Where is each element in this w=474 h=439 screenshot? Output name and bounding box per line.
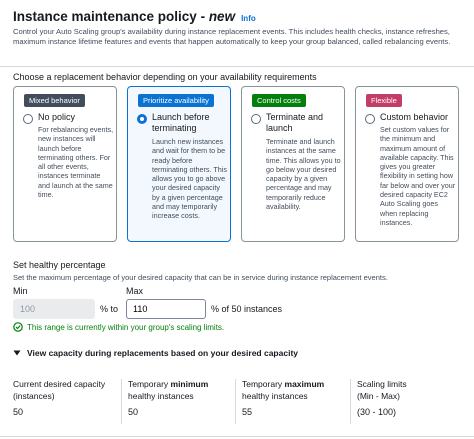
- header-divider: [0, 66, 474, 67]
- badge-control-costs: Control costs: [252, 94, 306, 107]
- radio-no-policy[interactable]: [23, 114, 33, 124]
- title-text: Instance maintenance policy -: [13, 9, 209, 24]
- option-card-terminate-and-launch[interactable]: [241, 86, 345, 242]
- range-success-message: [13, 322, 224, 332]
- policy-header: [0, 0, 474, 62]
- expander-label: View capacity during replacements based on your desired capacity: [27, 348, 298, 358]
- percent-to-text: % to: [100, 304, 119, 314]
- kv-value: 50: [13, 407, 24, 417]
- page-title: [13, 9, 235, 24]
- bottom-divider: [0, 436, 474, 437]
- option-description: Launch new instances and wait for them to be ready before terminating others. This allows you to go above your desired capacity by a given percentage and may temporarily increase costs.: [152, 137, 227, 221]
- min-label: Min: [13, 286, 28, 296]
- badge-prioritize-availability: Prioritize availability: [138, 94, 214, 107]
- kv-value: (30 - 100): [357, 407, 397, 417]
- min-percentage-input: [13, 299, 95, 319]
- info-link[interactable]: Info: [241, 14, 256, 23]
- option-card-no-policy[interactable]: [13, 86, 117, 242]
- kv-label: Temporary minimum healthy instances: [128, 379, 209, 401]
- capacity-summary: [13, 379, 468, 424]
- kv-separator: [121, 379, 122, 424]
- healthy-percentage-title: Set healthy percentage: [13, 260, 106, 270]
- kv-separator: [350, 379, 351, 424]
- radio-launch-before-terminating[interactable]: [137, 114, 147, 124]
- capacity-expander[interactable]: [13, 348, 298, 358]
- option-card-launch-before-terminating[interactable]: [127, 86, 231, 242]
- kv-separator: [235, 379, 236, 424]
- option-card-custom-behavior[interactable]: [355, 86, 459, 242]
- kv-label: Scaling limits (Min - Max): [357, 379, 407, 401]
- option-title: Launch before terminating: [152, 112, 210, 133]
- success-text: This range is currently within your group's scaling limits.: [27, 322, 225, 332]
- max-percentage-input[interactable]: [126, 299, 206, 319]
- badge-mixed-behavior: Mixed behavior: [24, 94, 85, 107]
- healthy-percentage-section: [13, 260, 388, 282]
- max-label: Max: [126, 286, 144, 296]
- current-desired-capacity: [13, 379, 123, 417]
- radio-custom-behavior[interactable]: [365, 114, 375, 124]
- caret-down-icon: [13, 349, 21, 357]
- title-new-tag: new: [208, 9, 236, 24]
- option-title: Custom behavior: [380, 112, 449, 122]
- kv-value: 55: [242, 407, 253, 417]
- temporary-maximum: [242, 379, 352, 417]
- healthy-percentage-description: Set the maximum percentage of your desired capacity that can be in service during instance replacement events.: [13, 273, 388, 282]
- policy-description: Control your Auto Scaling group's availability during instance replacement events. This includes health checks, instance refreshes, maximum instance lifetime features and events that happen automatically to keep your group balanced, called rebalancing events.: [13, 27, 451, 46]
- option-description: Set custom values for the minimum and maximum amount of available capacity. This gives you greater flexibility in setting how far below and over your desired capacity EC2 Auto Scaling goes when replacing instances.: [380, 125, 456, 227]
- kv-value: 50: [128, 407, 139, 417]
- check-circle-icon: [13, 322, 23, 332]
- option-title: No policy: [38, 112, 76, 122]
- option-title: Terminate and launch: [266, 112, 324, 133]
- option-description: For rebalancing events, new instances will launch before terminating others. For all other events, instances terminate and launch at the same time.: [38, 125, 114, 200]
- title-row: [13, 9, 464, 24]
- replacement-behavior-label: Choose a replacement behavior depending on your availability requirements: [13, 72, 317, 82]
- kv-label: Current desired capacity (instances): [13, 379, 106, 401]
- radio-terminate-and-launch[interactable]: [251, 114, 261, 124]
- temporary-minimum: [128, 379, 238, 417]
- replacement-options: [13, 86, 459, 242]
- scaling-limits: [357, 379, 467, 417]
- of-instances-text: % of 50 instances: [211, 304, 283, 314]
- option-description: Terminate and launch instances at the same time. This allows you to go below your desired capacity by a given percentage and may temporarily reduce availability.: [266, 137, 341, 212]
- kv-label: Temporary maximum healthy instances: [242, 379, 325, 401]
- badge-flexible: Flexible: [366, 94, 402, 107]
